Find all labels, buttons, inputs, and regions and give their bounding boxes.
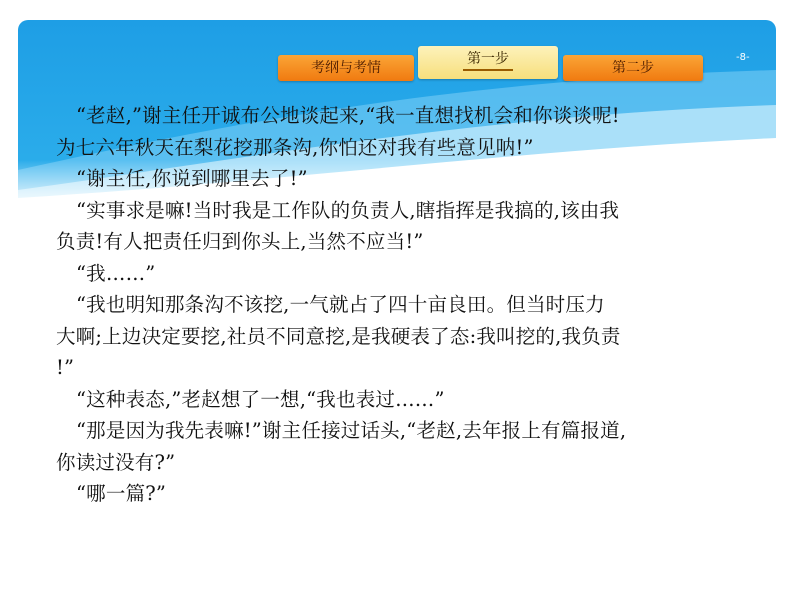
text-line: 你读过没有?” bbox=[56, 450, 176, 474]
step-tabs bbox=[0, 52, 794, 82]
text-line: “这种表态,”老赵想了一想,“我也表过……” bbox=[76, 387, 445, 411]
dialogue-text bbox=[56, 100, 756, 510]
text-line: “哪一篇?” bbox=[76, 482, 167, 505]
tab-step-one[interactable] bbox=[418, 46, 558, 79]
text-line: 负责!有人把责任归到你头上,当然不应当!” bbox=[56, 230, 424, 253]
text-line: “我也明知那条沟不该挖,一气就占了四十亩良田。但当时压力 bbox=[76, 293, 605, 316]
text-line: “我……” bbox=[76, 261, 156, 285]
text-line: 为七六年秋天在梨花挖那条沟,你怕还对我有些意见呐!” bbox=[56, 135, 534, 159]
text-line: “那是因为我先表嘛!”谢主任接过话头,“老赵,去年报上有篇报道, bbox=[76, 419, 627, 442]
tab-step-two[interactable]: 第二步 bbox=[563, 55, 703, 81]
text-line: “老赵,”谢主任开诚布公地谈起来,“我一直想找机会和你谈谈呢! bbox=[76, 104, 620, 127]
page-number: -8- bbox=[736, 52, 750, 63]
tab-syllabus[interactable]: 考纲与考情 bbox=[278, 55, 414, 81]
text-line: 大啊;上边决定要挖,社员不同意挖,是我硬表了态:我叫挖的,我负责 bbox=[56, 324, 621, 348]
tab-step-one-label: 第一步 bbox=[463, 49, 513, 71]
text-line: !” bbox=[56, 356, 75, 379]
text-line: “谢主任,你说到哪里去了!” bbox=[76, 167, 308, 190]
text-line: “实事求是嘛!当时我是工作队的负责人,瞎指挥是我搞的,该由我 bbox=[76, 198, 620, 222]
